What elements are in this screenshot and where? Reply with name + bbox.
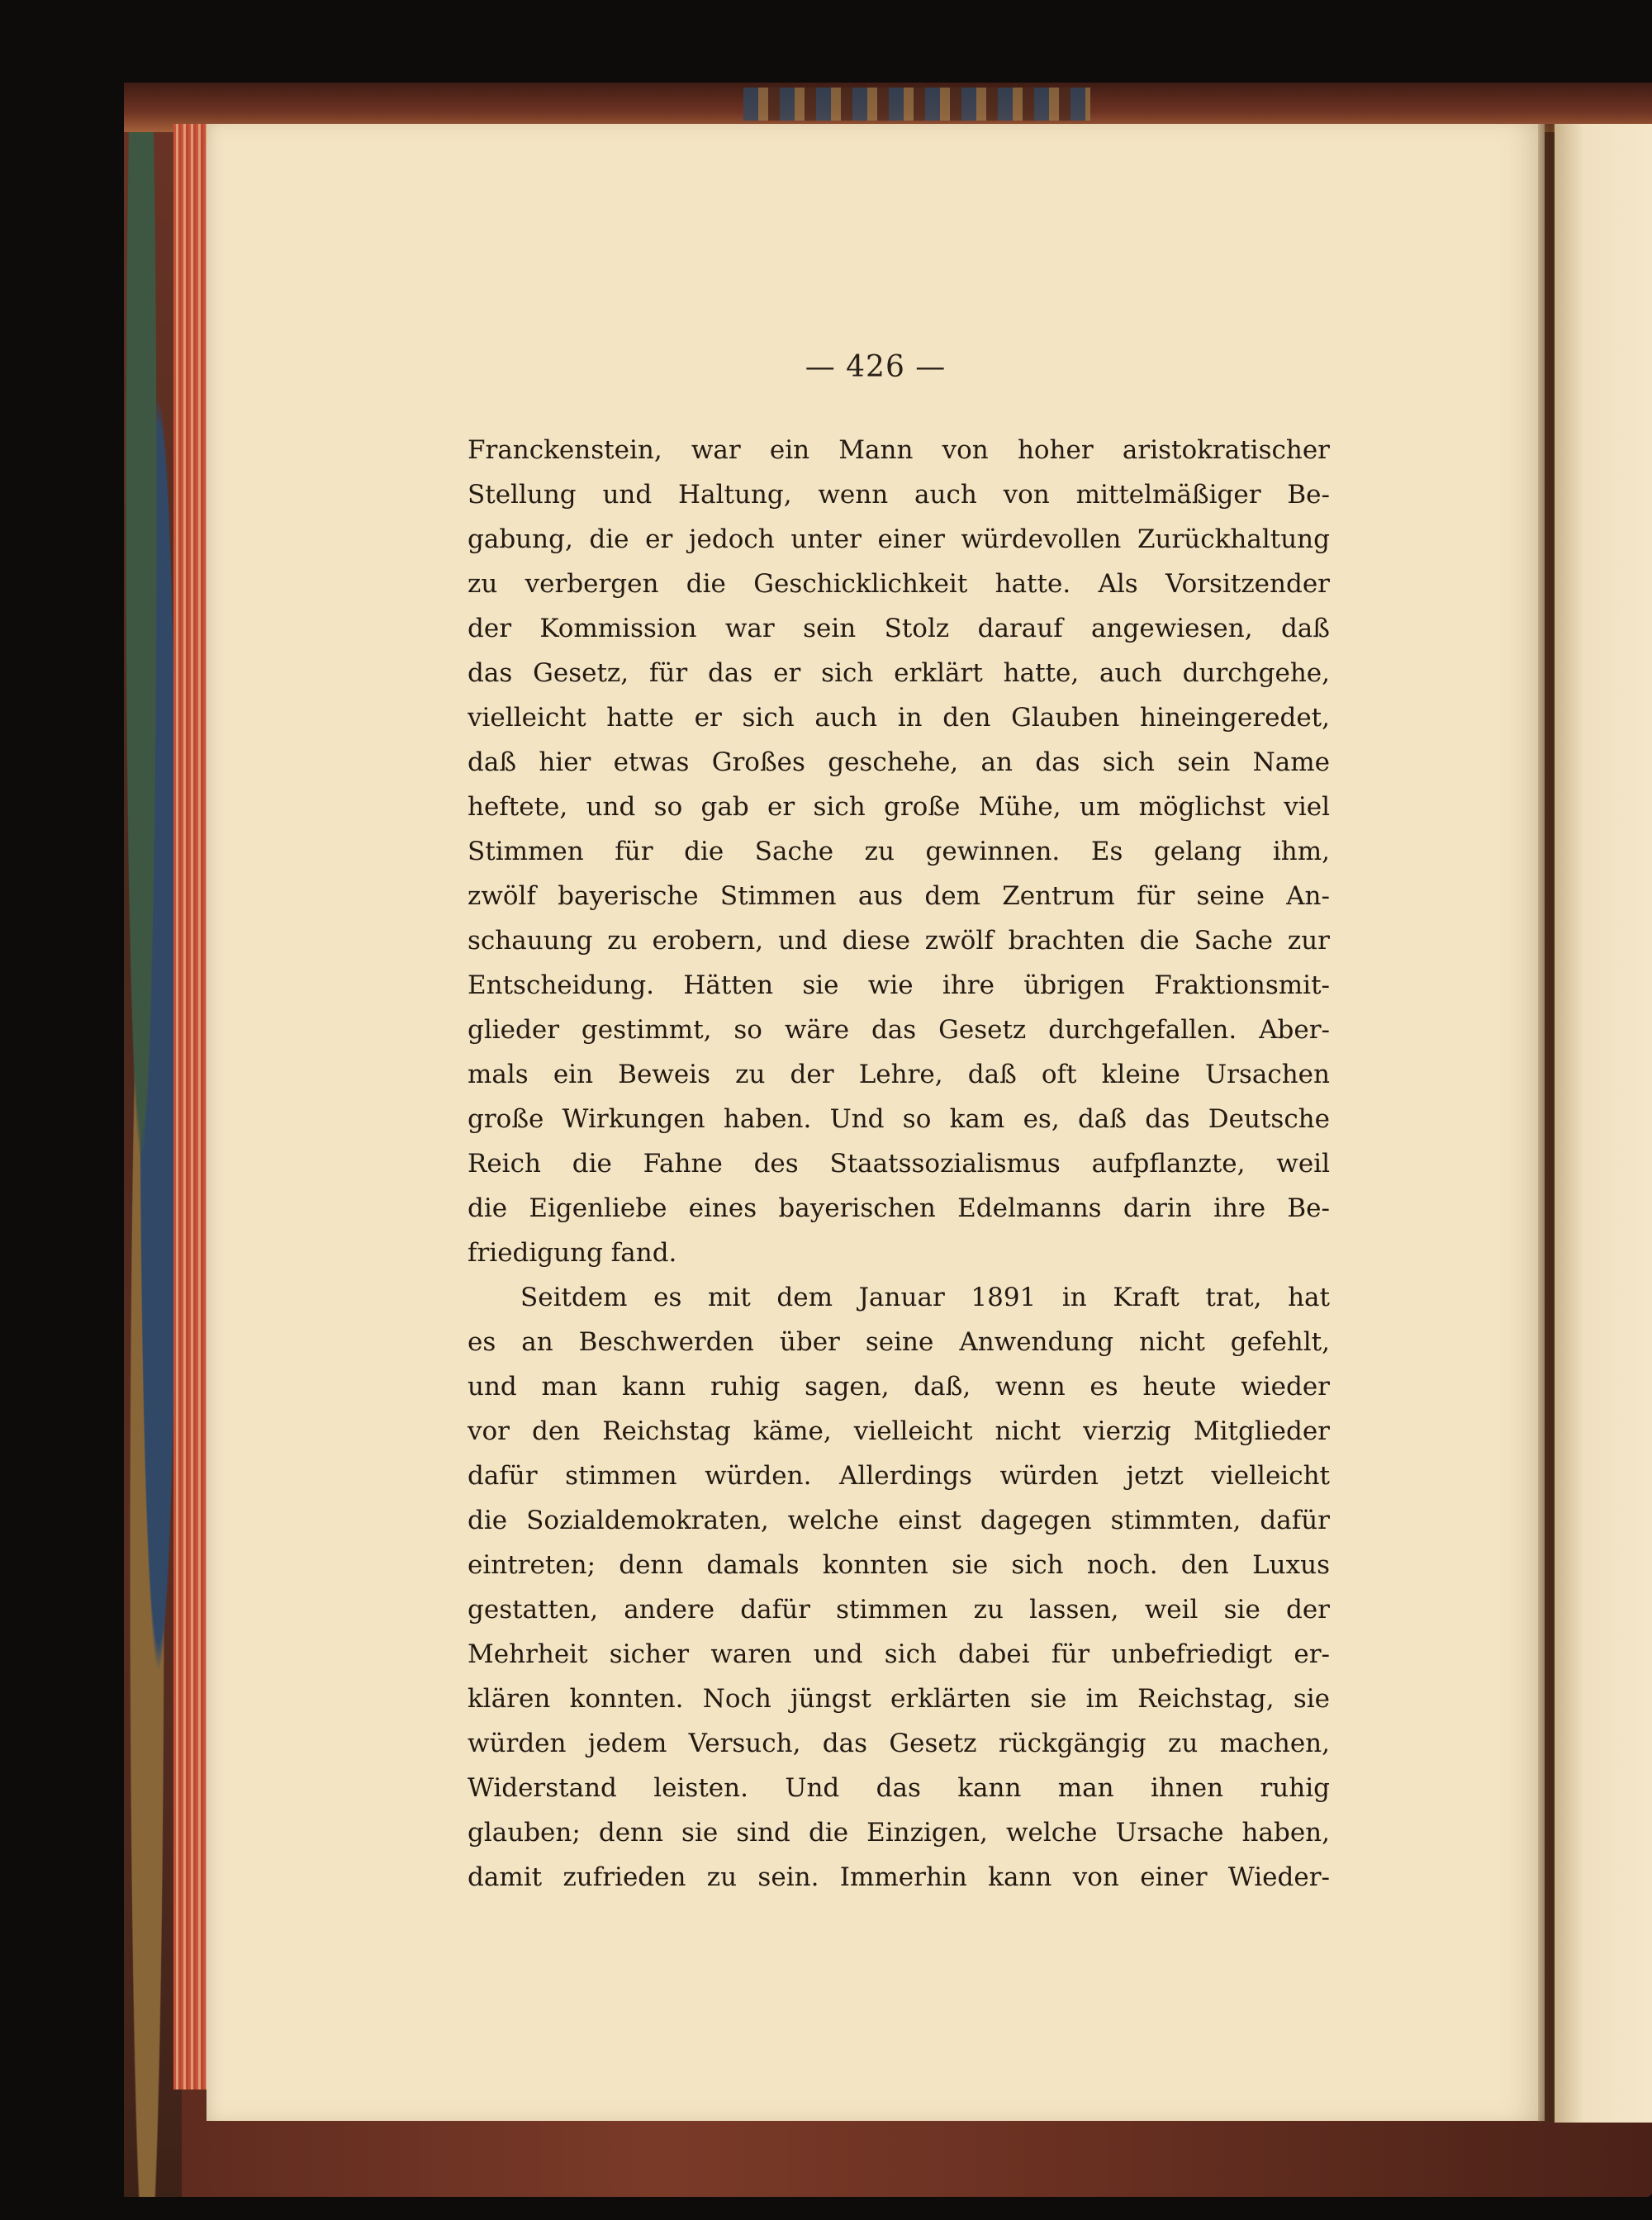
text-line: würden jedem Versuch, das Gesetz rückgängig zu machen,	[468, 1729, 1330, 1758]
text-line: friedigung fand.	[468, 1238, 677, 1268]
text-line: zwölf bayerische Stimmen aus dem Zentrum für seine An-	[468, 881, 1330, 911]
text-line: es an Beschwerden über seine Anwendung nicht gefehlt,	[468, 1327, 1330, 1357]
page-stack-edge	[173, 124, 206, 2090]
text-line: die Eigenliebe eines bayerischen Edelmanns darin ihre Be-	[468, 1193, 1330, 1223]
text-line: Stimmen für die Sache zu gewinnen. Es gelang ihm,	[468, 837, 1330, 866]
text-line: heftete, und so gab er sich große Mühe, um möglichst viel	[468, 792, 1330, 822]
page-number: — 426 —	[805, 350, 947, 384]
text-line: damit zufrieden zu sein. Immerhin kann von einer Wieder-	[468, 1862, 1330, 1892]
text-line: das Gesetz, für das er sich erklärt hatte, auch durchgehe,	[468, 658, 1330, 688]
text-line: klären konnten. Noch jüngst erklärten sie im Reichstag, sie	[468, 1684, 1330, 1714]
text-line: Franckenstein, war ein Mann von hoher aristokratischer	[468, 435, 1330, 465]
text-line: schauung zu erobern, und diese zwölf brachten die Sache zur	[468, 926, 1330, 956]
text-line: mals ein Beweis zu der Lehre, daß oft kleine Ursachen	[468, 1060, 1330, 1089]
text-line: Widerstand leisten. Und das kann man ihnen ruhig	[468, 1773, 1330, 1803]
text-line: dafür stimmen würden. Allerdings würden jetzt vielleicht	[468, 1461, 1330, 1491]
spine-decoration	[743, 88, 1090, 121]
text-line: glauben; denn sie sind die Einzigen, welche Ursache haben,	[468, 1818, 1330, 1848]
text-line: Stellung und Haltung, wenn auch von mittelmäßiger Be-	[468, 480, 1330, 510]
facing-page-edge	[1555, 124, 1652, 2123]
text-line: Seitdem es mit dem Januar 1891 in Kraft trat, hat	[520, 1283, 1330, 1312]
text-line: Entscheidung. Hätten sie wie ihre übrigen Fraktionsmit-	[468, 970, 1330, 1000]
text-line: der Kommission war sein Stolz darauf angewiesen, daß	[468, 614, 1330, 643]
text-line: vor den Reichstag käme, vielleicht nicht vierzig Mitglieder	[468, 1416, 1330, 1446]
text-line: Mehrheit sicher waren und sich dabei für unbefriedigt er-	[468, 1639, 1330, 1669]
text-line: die Sozialdemokraten, welche einst dagegen stimmten, dafür	[468, 1506, 1330, 1535]
text-line: gabung, die er jedoch unter einer würdevollen Zurückhaltung	[468, 524, 1330, 554]
text-line: glieder gestimmt, so wäre das Gesetz durchgefallen. Aber-	[468, 1015, 1330, 1045]
text-line: und man kann ruhig sagen, daß, wenn es heute wieder	[468, 1372, 1330, 1402]
text-line: zu verbergen die Geschicklichkeit hatte. Als Vorsitzender	[468, 569, 1330, 599]
text-line: große Wirkungen haben. Und so kam es, daß das Deutsche	[468, 1104, 1330, 1134]
text-line: Reich die Fahne des Staatssozialismus aufpflanzte, weil	[468, 1149, 1330, 1179]
body-text	[468, 428, 1330, 1900]
text-line: gestatten, andere dafür stimmen zu lassen, weil sie der	[468, 1595, 1330, 1625]
text-line: daß hier etwas Großes geschehe, an das sich sein Name	[468, 747, 1330, 777]
text-line: vielleicht hatte er sich auch in den Glauben hineingeredet,	[468, 703, 1330, 733]
text-line: eintreten; denn damals konnten sie sich noch. den Luxus	[468, 1550, 1330, 1580]
